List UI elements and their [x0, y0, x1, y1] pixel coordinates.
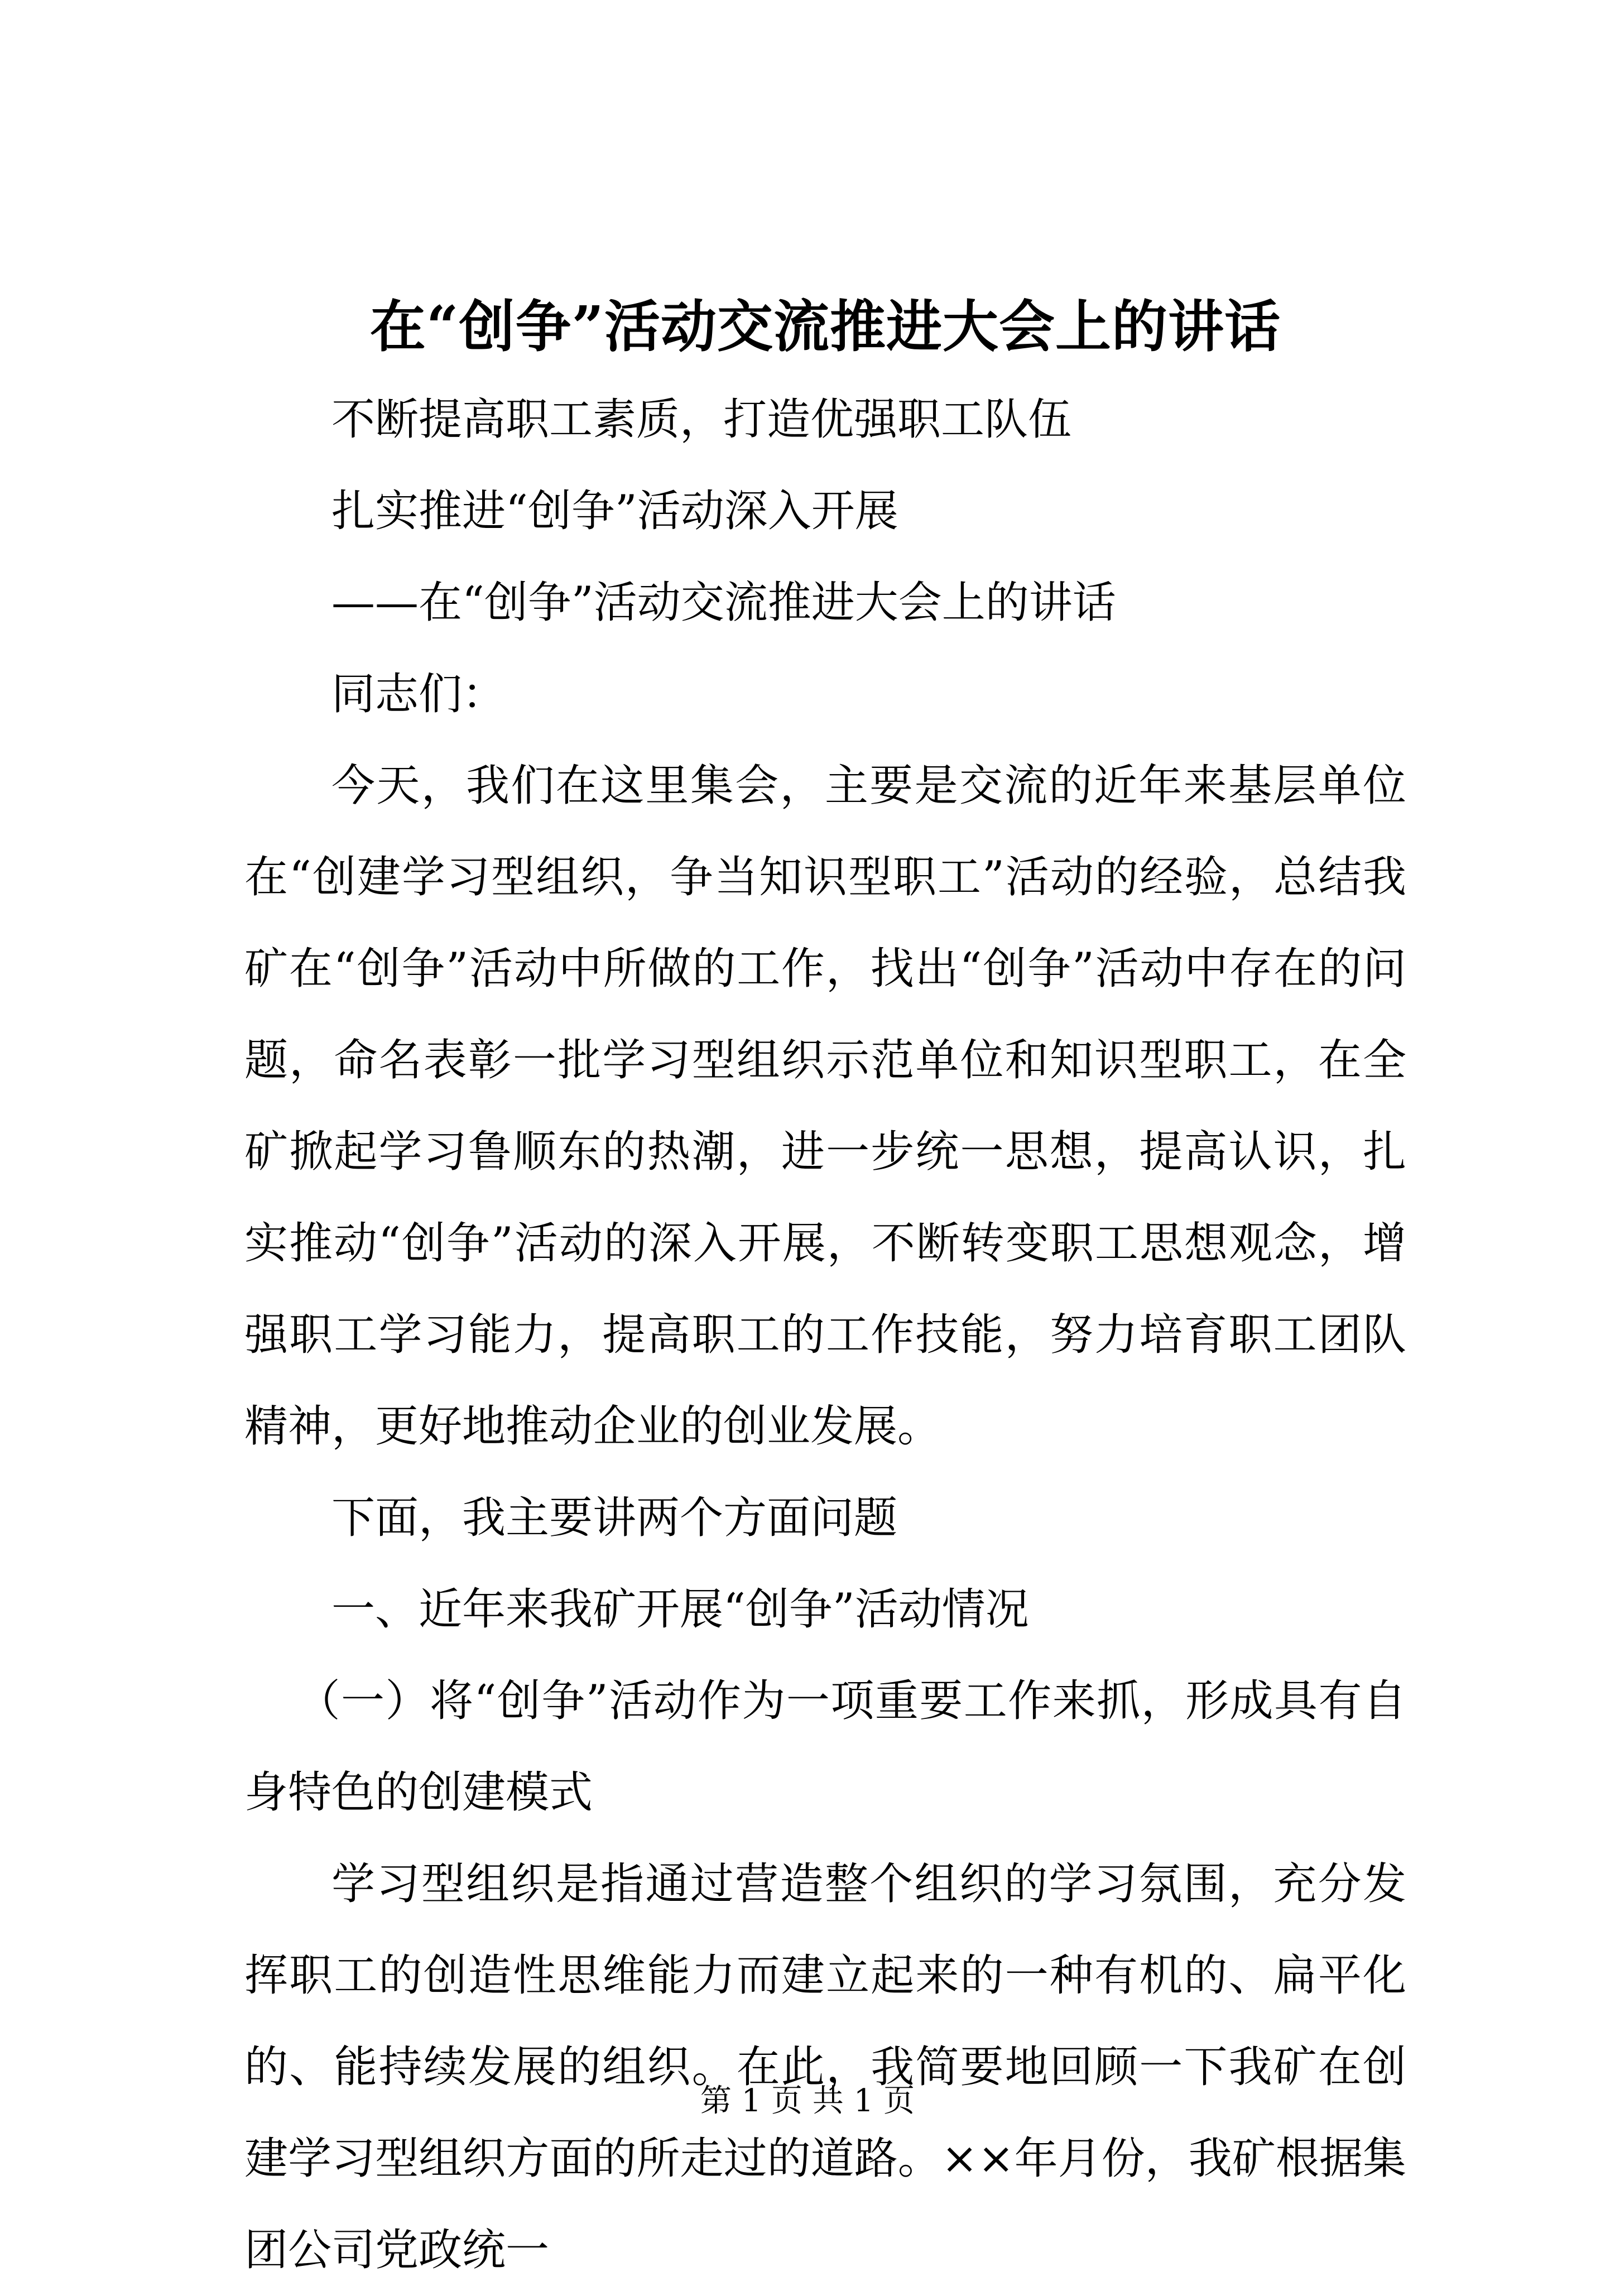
- subtitle-line-2: 扎实推进“创争”活动深入开展: [331, 486, 898, 536]
- subsection-heading-1: （一）将“创争”活动作为一项重要工作来抓，形成具有自身特色的创建模式: [244, 1676, 1406, 1818]
- subtitle-line-1: 不断提高职工素质，打造优强职工队伍: [331, 395, 1072, 445]
- document-title: 在“创争”活动交流推进大会上的讲话: [369, 294, 1281, 359]
- page-number-footer: 第 1 页 共 1 页: [700, 2083, 915, 2119]
- body-paragraph-intro: 今天，我们在这里集会，主要是交流的近年来基层单位在“创建学习型组织，争当知识型职工”活动的经验，总结我矿在“创争”活动中所做的工作，找出“创争”活动中存在的问题，命名表彰一批学习型组织示范单位和知识型职工，在全矿掀起学习鲁顺东的热潮，进一步统一思想，提高认识，扎实推动“创争”活动的深入开展，不断转变职工思想观念，增强职工学习能力，提高职工的工作技能，努力培育职工团队精神，更好地推动企业的创业发展。: [244, 761, 1406, 1452]
- subtitle-line-3: ——在“创争”活动交流推进大会上的讲话: [331, 578, 1116, 628]
- body-paragraph-outline: 下面，我主要讲两个方面问题: [331, 1493, 898, 1543]
- salutation: 同志们：: [331, 669, 506, 719]
- body-paragraph-learning-org: 学习型组织是指通过营造整个组织的学习氛围，充分发挥职工的创造性思维能力而建立起来的一种有机的、扁平化的、能持续发展的组织。在此，我简要地回顾一下我矿在创建学习型组织方面的所走过的道路。××年月份，我矿根据集团公司党政统一: [244, 1859, 1406, 2275]
- section-heading-1: 一、近年来我矿开展“创争”活动情况: [331, 1584, 1029, 1635]
- document-body: [244, 285, 1406, 2296]
